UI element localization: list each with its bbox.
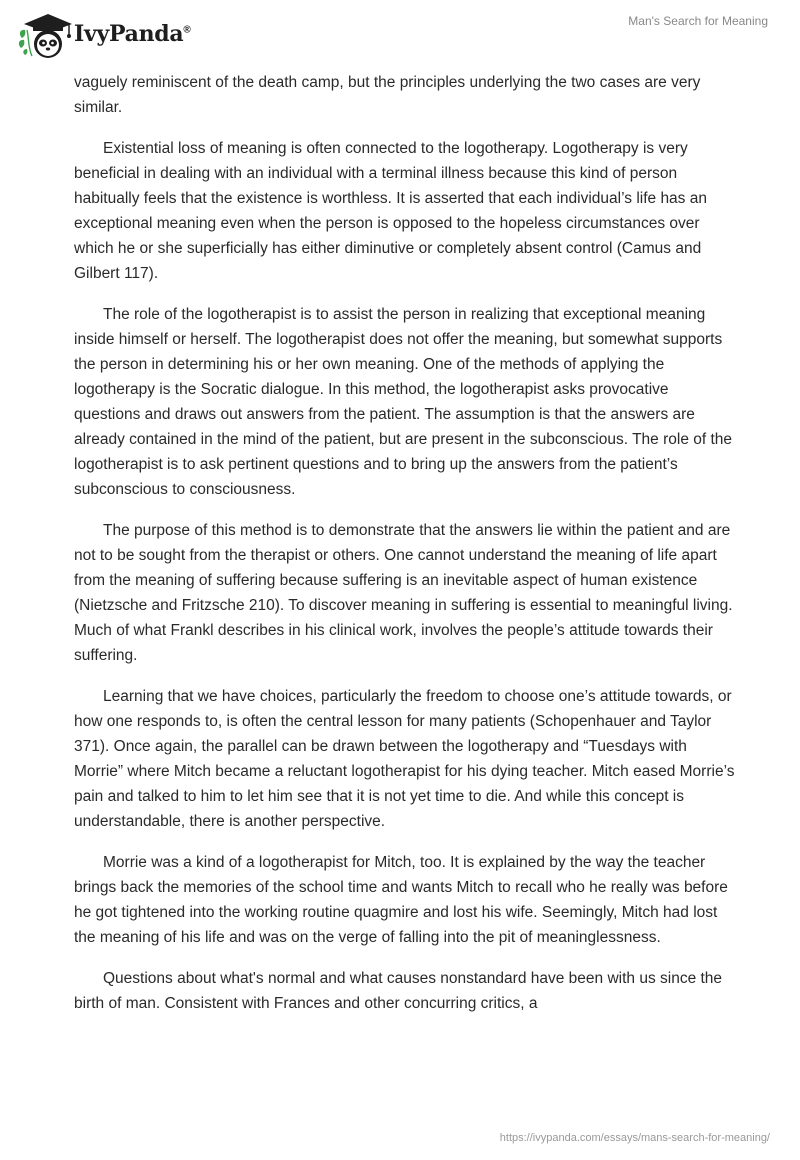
- paragraph: The role of the logotherapist is to assist the person in realizing that exceptional meaning inside himself or herself. The logotherapist does not offer the meaning, but somewhat supports the person in determining his or her own meaning. One of the methods of applying the logotherapy is the Socratic dialogue. In this method, the logotherapist asks provocative questions and draws out answers from the patient. The assumption is that the answers are already contained in the mind of the patient, but are present in the subconscious. The role of the logotherapist is to ask pertinent questions and to bring up the answers from the patient’s subconscious to consciousness.: [74, 306, 733, 498]
- essay-body: [74, 70, 736, 1032]
- page-header: [0, 0, 800, 70]
- paragraph: Learning that we have choices, particularly the freedom to choose one’s attitude towards, or how one responds to, is often the central lesson for many patients (Schopenhauer and Taylor 371). Once again, the parallel can be drawn between the logotherapy and “Tuesdays with Morrie” where Mitch became a reluctant logotherapist for his dying teacher. Mitch eased Morrie’s pain and talked to him to let him see that it is not yet time to die. And while this concept is understandable, there is another perspective.: [74, 688, 735, 830]
- panda-graduation-cap-icon: [16, 8, 72, 60]
- paragraph: Existential loss of meaning is often connected to the logotherapy. Logotherapy is very beneficial in dealing with an individual with a terminal illness because this kind of person habitually feels that the existence is worthless. It is asserted that each individual’s life has an exceptional meaning even when the person is opposed to the hopeless circumstances over which he or she superficially has either diminutive or completely absent control (Camus and Gilbert 117).: [74, 140, 707, 282]
- registered-mark: ®: [183, 24, 191, 36]
- paragraph: The purpose of this method is to demonstrate that the answers lie within the patient and are not to be sought from the therapist or others. One cannot understand the meaning of life apart from the meaning of suffering because suffering is an inevitable aspect of human existence (Nietzsche and Fritzsche 210). To discover meaning in suffering is essential to meaningful living. Much of what Frankl describes in his clinical work, involves the people’s attitude towards their suffering.: [74, 522, 733, 664]
- paragraph: Questions about what's normal and what causes nonstandard have been with us since the birth of man. Consistent with Frances and other concurring critics, a: [74, 970, 723, 1012]
- paragraph: Morrie was a kind of a logotherapist for Mitch, too. It is explained by the way the teacher brings back the memories of the school time and wants Mitch to recall who he really was before he got tightened into the working routine quagmire and lost his wife. Seemingly, Mitch had lost the meaning of his life and was on the verge of falling into the pit of meaninglessness.: [74, 854, 728, 946]
- running-title: Man's Search for Meaning: [628, 14, 768, 28]
- ivypanda-logo[interactable]: [16, 8, 190, 60]
- brand-name: IvyPanda®: [74, 21, 191, 47]
- paragraph-continuation: vaguely reminiscent of the death camp, but the principles underlying the two cases are very similar.: [74, 74, 701, 116]
- source-url[interactable]: https://ivypanda.com/essays/mans-search-for-meaning/: [499, 1132, 770, 1144]
